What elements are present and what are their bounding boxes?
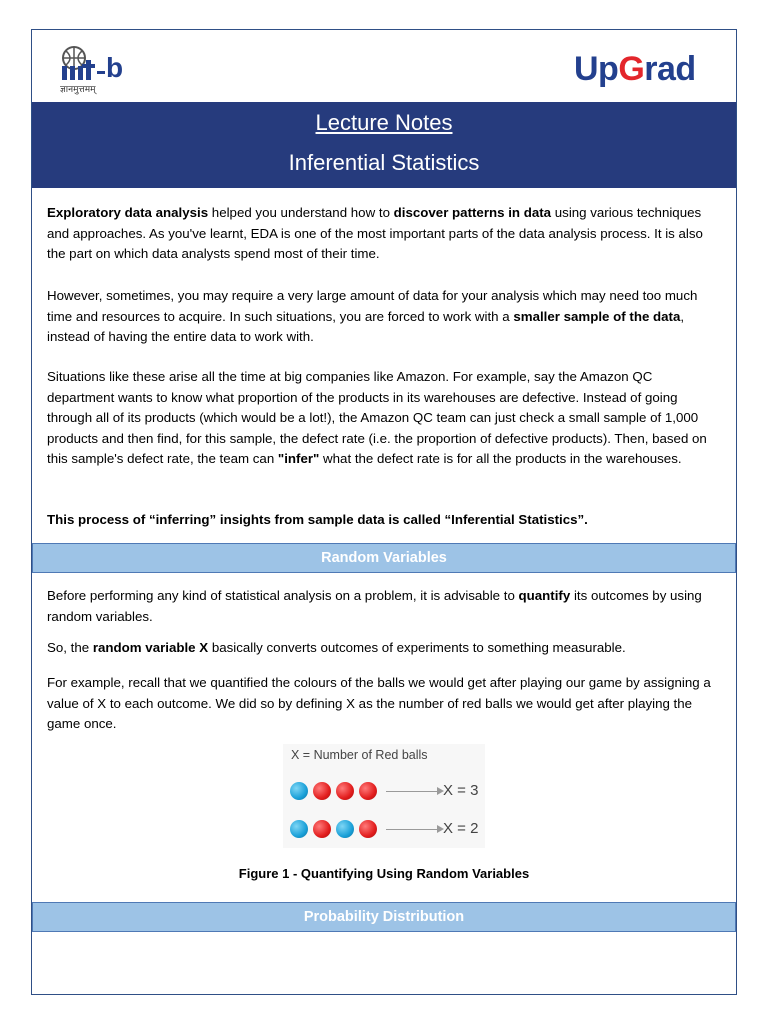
text-segment-0: So, the	[47, 640, 93, 655]
bold-text-1: smaller sample of the data	[513, 308, 681, 324]
random-variable-figure	[283, 744, 485, 848]
text-segment-3: using various techniques and approaches. As you've learnt, EDA is one of the most important parts of the data analysis process. It is also the part on which data analysts spend most of their time.	[47, 205, 703, 261]
section-heading-probability-distribution: Probability Distribution	[32, 902, 736, 932]
intro-paragraph-1	[47, 203, 719, 265]
bold-text-1: random variable X	[92, 640, 209, 655]
bold-text-1: quantify	[518, 588, 571, 603]
text-segment-2: its outcomes by using random variables.	[47, 588, 702, 624]
red-ball	[359, 820, 377, 838]
text-segment-0: Before performing any kind of statistical analysis on a problem, it is advisable to	[47, 588, 519, 603]
upgrad-logo	[574, 50, 696, 89]
bold-text-0: Exploratory data analysis	[47, 205, 209, 220]
random-variables-paragraph-3	[47, 673, 719, 735]
upgrad-logo-up: Up	[574, 50, 619, 88]
iiitb-logo-b: b	[106, 52, 124, 83]
random-variables-paragraph-1	[47, 586, 719, 627]
lecture-notes-title: Lecture Notes	[315, 110, 453, 135]
document-subtitle: Inferential Statistics	[288, 150, 480, 175]
intro-paragraph-3	[47, 367, 719, 470]
bold-text-0: This process of “inferring” insights from sample data is called “Inferential Statistics”.	[47, 512, 588, 527]
text-segment-0: Situations like these arise all the time at big companies like Amazon. For example, say the Amazon QC department wants to know what proportion of the products in its warehouses are defective. Instead of going through all of its products (which would be a lot!), the Amazon QC team can just check a small sample of 1,000 products and then find, for this sample, the defect rate (i.e. the proportion of defective products). Then, based on this sample's defect rate, the team can	[47, 369, 707, 466]
section-heading-random-variables: Random Variables	[32, 543, 736, 573]
figure-title: X = Number of Red balls	[291, 748, 428, 762]
upgrad-logo-rad: rad	[644, 50, 696, 88]
red-ball	[313, 782, 331, 800]
arrow-icon	[386, 829, 438, 830]
text-segment-0: For example, recall that we quantified the colours of the balls we would get after playing our game by assigning a value of X to each outcome. We did so by defining X as the number of red balls we would get after playing the game once.	[47, 675, 711, 731]
text-segment-2: what the defect rate is for all the products in the warehouses.	[319, 451, 682, 466]
red-ball	[336, 782, 354, 800]
bold-text-1: "infer"	[277, 451, 320, 466]
text-segment-2: basically converts outcomes of experiments to something measurable.	[208, 640, 626, 655]
text-segment-0: However, sometimes, you may require a very large amount of data for your analysis which may need too much time and resources to acquire. In such situations, you are forced to work with a	[47, 288, 698, 324]
intro-paragraph-2	[47, 286, 719, 348]
blue-ball	[290, 782, 308, 800]
outcome-value-label: X = 3	[443, 782, 479, 799]
blue-ball	[290, 820, 308, 838]
red-ball	[359, 782, 377, 800]
title-banner	[32, 102, 736, 188]
intro-paragraph-4	[47, 510, 719, 531]
text-segment-1: helped you understand how to	[208, 205, 394, 220]
text-segment-2: , instead of having the entire data to work with.	[47, 308, 685, 344]
arrow-icon	[386, 791, 438, 792]
figure-caption: Figure 1 - Quantifying Using Random Variables	[238, 866, 530, 881]
bold-text-2: discover patterns in data	[393, 205, 552, 220]
iiitb-logo	[58, 44, 138, 96]
upgrad-logo-g: G	[618, 50, 645, 88]
random-variables-paragraph-2	[47, 638, 719, 659]
blue-ball	[336, 820, 354, 838]
outcome-value-label: X = 2	[443, 820, 479, 837]
iiitb-tagline: ज्ञानमुत्तमम्	[60, 84, 96, 94]
red-ball	[313, 820, 331, 838]
